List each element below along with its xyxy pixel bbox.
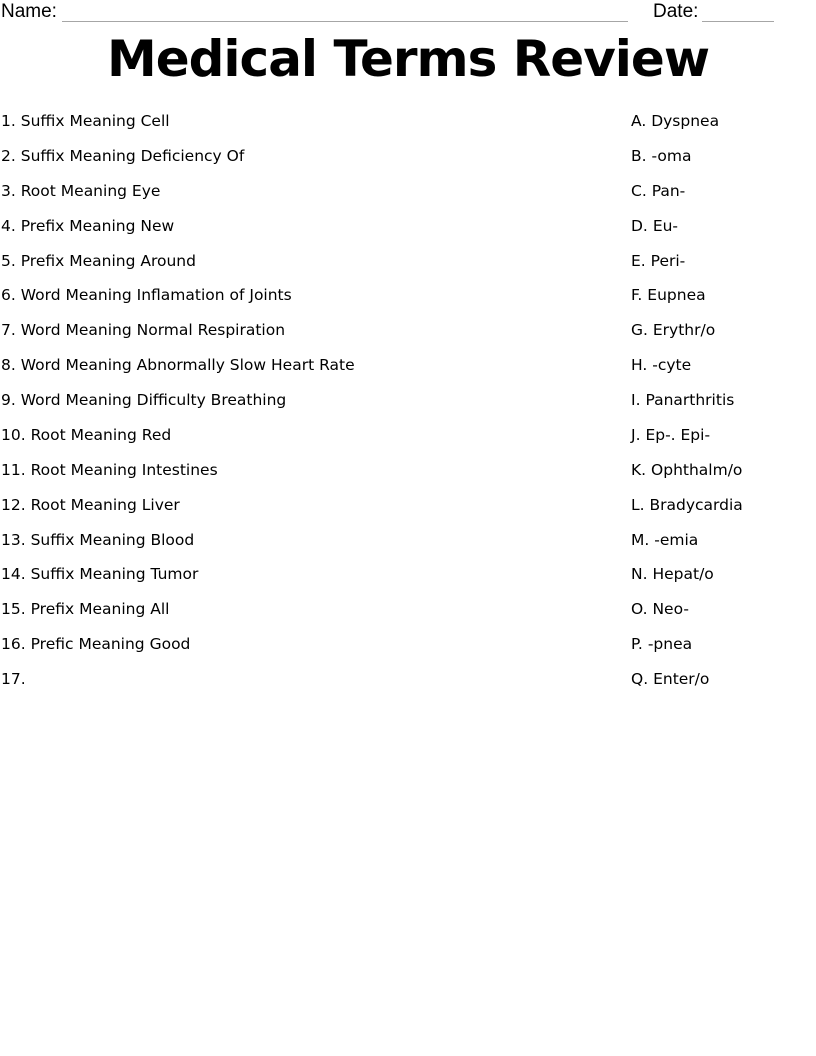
question-number: 4.: [1, 216, 16, 235]
worksheet-row: [0, 283, 816, 318]
answer-letter: B.: [631, 146, 647, 165]
question-text: Word Meaning Difficulty Breathing: [20, 391, 287, 409]
worksheet-row: [0, 632, 816, 667]
question-item: [1, 460, 218, 480]
answer-item: [631, 320, 715, 340]
worksheet-row: [0, 318, 816, 353]
worksheet-row: [0, 528, 816, 563]
answer-item: [631, 181, 685, 201]
question-number: 13.: [1, 530, 26, 549]
question-number: 16.: [1, 635, 26, 654]
question-number: 14.: [1, 565, 26, 584]
answer-item: [631, 146, 691, 166]
question-item: [1, 216, 174, 236]
worksheet-row: [0, 388, 816, 423]
question-text: Suffix Meaning Cell: [20, 112, 170, 130]
question-number: 9.: [1, 391, 16, 409]
answer-item: [631, 495, 743, 515]
answer-item: [631, 425, 710, 445]
answer-letter: H.: [631, 356, 648, 375]
answer-item: [631, 634, 692, 654]
answer-item: [631, 599, 689, 619]
answer-text: Neo-: [652, 600, 689, 619]
worksheet-row: [0, 667, 816, 702]
worksheet-row: [0, 179, 816, 214]
question-text: Root Meaning Liver: [30, 495, 180, 514]
answer-text: -emia: [654, 530, 699, 549]
answer-letter: P.: [631, 635, 643, 654]
date-label: Date:: [653, 1, 699, 22]
question-number: 6.: [1, 286, 16, 305]
answer-letter: K.: [631, 460, 647, 479]
answer-item: [631, 355, 691, 375]
question-text: Suffix Meaning Blood: [30, 530, 195, 549]
answer-text: Hepat/o: [652, 565, 714, 584]
question-item: [1, 251, 196, 271]
question-number: 1.: [1, 112, 16, 130]
question-number: 2.: [1, 146, 16, 165]
answer-letter: Q.: [631, 670, 649, 688]
worksheet-row: [0, 214, 816, 249]
worksheet-row: [0, 597, 816, 632]
question-item: [1, 111, 170, 131]
answer-text: Ophthalm/o: [651, 460, 743, 479]
answer-text: Erythr/o: [652, 321, 716, 340]
question-number: 7.: [1, 321, 16, 340]
answer-item: [631, 285, 706, 305]
answer-letter: N.: [631, 565, 648, 584]
worksheet-row: [0, 493, 816, 528]
answer-text: -cyte: [652, 356, 692, 375]
worksheet-row: [0, 249, 816, 284]
question-item: [1, 425, 171, 445]
worksheet-row: [0, 423, 816, 458]
answer-letter: F.: [631, 286, 643, 305]
answer-text: Peri-: [650, 251, 686, 270]
question-item: [1, 530, 194, 550]
question-number: 3.: [1, 181, 16, 200]
question-number: 12.: [1, 495, 26, 514]
name-label: Name:: [1, 1, 57, 22]
answer-text: Panarthritis: [645, 391, 735, 409]
answer-letter: G.: [631, 321, 648, 340]
matching-list: [0, 109, 816, 702]
answer-text: Enter/o: [653, 670, 710, 688]
answer-item: [631, 460, 742, 480]
answer-text: Pan-: [651, 181, 686, 200]
question-number: 10.: [1, 425, 26, 444]
answer-text: Dyspnea: [651, 112, 720, 130]
question-item: [1, 355, 355, 375]
worksheet-row: [0, 109, 816, 144]
question-text: Prefix Meaning Around: [20, 251, 196, 270]
question-item: [1, 634, 190, 654]
answer-letter: M.: [631, 530, 650, 549]
question-item: [1, 669, 26, 689]
answer-letter: J.: [631, 425, 641, 444]
answer-letter: E.: [631, 251, 646, 270]
question-text: Prefix Meaning New: [20, 216, 175, 235]
answer-item: [631, 111, 719, 131]
question-item: [1, 320, 285, 340]
answer-letter: I.: [631, 391, 641, 409]
answer-item: [631, 251, 685, 271]
answer-text: Bradycardia: [649, 495, 743, 514]
worksheet-row: [0, 144, 816, 179]
question-text: Prefix Meaning All: [30, 600, 170, 619]
question-text: Root Meaning Eye: [20, 181, 161, 200]
question-text: Suffix Meaning Deficiency Of: [20, 146, 245, 165]
answer-item: [631, 216, 678, 236]
question-number: 17.: [1, 670, 26, 688]
answer-letter: C.: [631, 181, 647, 200]
worksheet-row: [0, 353, 816, 388]
question-text: Root Meaning Red: [30, 425, 172, 444]
question-text: Suffix Meaning Tumor: [30, 565, 199, 584]
worksheet-row: [0, 562, 816, 597]
answer-text: -pnea: [647, 635, 693, 654]
answer-letter: A.: [631, 112, 647, 130]
question-item: [1, 495, 180, 515]
question-item: [1, 181, 160, 201]
question-item: [1, 390, 286, 410]
answer-letter: L.: [631, 495, 645, 514]
page-title: Medical Terms Review: [106, 30, 710, 88]
answer-item: [631, 530, 698, 550]
question-number: 15.: [1, 600, 26, 619]
answer-text: Eu-: [652, 216, 679, 235]
question-text: Prefic Meaning Good: [30, 635, 191, 654]
question-item: [1, 599, 169, 619]
question-number: 8.: [1, 356, 16, 375]
answer-text: Eupnea: [647, 286, 706, 305]
worksheet-row: [0, 458, 816, 493]
question-item: [1, 285, 292, 305]
question-item: [1, 146, 244, 166]
question-item: [1, 564, 198, 584]
question-text: Root Meaning Intestines: [30, 460, 218, 479]
question-text: Word Meaning Inflamation of Joints: [20, 286, 292, 305]
answer-item: [631, 564, 714, 584]
answer-letter: D.: [631, 216, 648, 235]
answer-item: [631, 669, 709, 689]
question-text: Word Meaning Abnormally Slow Heart Rate: [20, 356, 355, 375]
question-number: 11.: [1, 460, 26, 479]
answer-letter: O.: [631, 600, 648, 619]
answer-text: -oma: [651, 146, 692, 165]
question-text: Word Meaning Normal Respiration: [20, 321, 286, 340]
question-number: 5.: [1, 251, 16, 270]
answer-text: Ep-. Epi-: [645, 425, 711, 444]
answer-item: [631, 390, 734, 410]
